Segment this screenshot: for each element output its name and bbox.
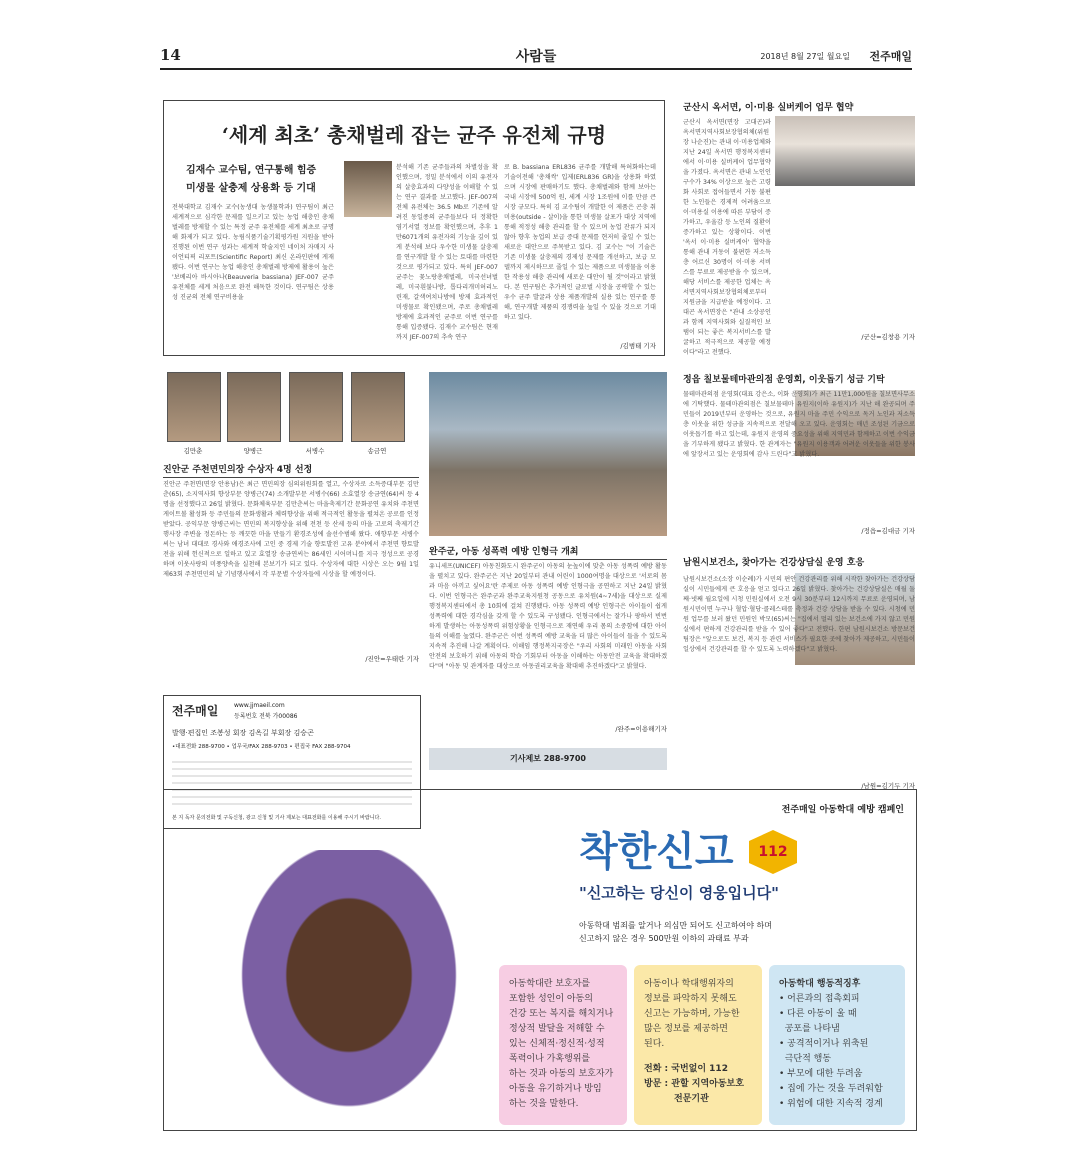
ad-box1-line: 하는 것과 아동의 보호자가 <box>509 1069 614 1079</box>
main-article-col2: 분석해 기존 균주들과의 차별성을 확인했으며, 정밀 분석에서 이의 유전자의 살충효과의 다양성을 이해할 수 있는 연구 결과를 보고했다. JEF-007의 전체 유전체는 36.5 Mb로 기존에 알려진 동일종의 균주들보다 더 정확한 염기서열 정보를 확인했으며, 추후 1만6071개의 유전자의 기능을 깊이 있게 분석해 보다 우수한 미생물 살충제를 연구개발 할 수 있는 토대를 마련한 것으로 평가되고 있다. 특히 JEF-007 균주는 꽃노랑총채벌레, 미국선녀벌레, 미국흰불나방, 톱다리개미허리노린재, 갈색여치나방에 방제 효과적인 미생물로 확인됐으며, 주로 총채벌레 방제에 효과적인 균주로 이번 연구를 통해 입증됐다. 김재수 교수팀은 현재까지 JEF-007의 추속 연구 <box>396 164 498 341</box>
jeongeup-section <box>683 372 915 540</box>
ad-woman-image <box>224 850 474 1128</box>
award-photo-1 <box>167 372 221 442</box>
masthead-web: www.jjmaeil.com <box>234 702 285 709</box>
jeongeup-body: 물테마관의점 운영회(대표 강은소, 이화 운영회)가 최근 11만1,000원을 칠보면사무소에 기탁했다. 물테마관의점은 칠보물테마 유원지(이하 유원지)가 지난 해 완공되며 주민들이 2019년부터 운영하는 것으로, 유원지 마을 주민 수익으로 독거 노인과 저소득층 이웃을 위한 성금을 지속적으로 전달해 오고 있다. 운영회는 매년 조성된 기금으로 이웃돕기를 하고 있는데, 유원지 운영의 중요성을 위해 지역민과 함께하고 이번 수익금을 기부하게 됐다고 밝혔다. 한 관계자는 "유원지 이용객과 어려운 이웃들을 위한 봉사에 앞장서고 있는 운영회에 감사 드린다"고 밝혔다. <box>683 391 915 458</box>
masthead-name: 전주매일 <box>172 704 219 718</box>
gunsan-title: 군산시 옥서면, 이·미용 실버케어 업무 협약 <box>683 103 854 113</box>
awards-credit: /진안=우태란 기자 <box>365 655 419 663</box>
page-header <box>160 46 912 70</box>
main-article-sub1: 김재수 교수팀, 연구통해 힘증 <box>186 165 317 176</box>
award-photo-2 <box>227 372 281 442</box>
awards-body: 진안군 주천면(면장 안용남)은 최근 면민의장 심의위원회를 열고, 수상자로 소득증대부문 김만춘(65), 소지역사회 향상부문 양병근(74) 소개발부문 서병수(66) 소효열장 송금연(64)씨 등 4명을 선정했다고 26일 밝혔다. 문화체육부문 김만춘씨는 마을축제기간 문화공연 유치와 주천면 게이트볼 활성화 등 주민들의 문화생활과 체력향상을 위해 적극적인 활동을 펼쳐온 공로를 인정받았다. 공익부문 양병근씨는 면민의 복지향상을 위해 전천 등 산세 등의 마을 고로의 축제기간 행사장 주변을 정돈하는 등 깨끗한 마을 만들기 환경조성에 솔선수범해 왔다. 애향부문 서병수씨는 남녀 대대로 경사와 애경조사에 고인 중 경제 기술 향토발전 고유 분야에서 주천면 향토발전을 위해 헌신적으로 일하고 있고 효열장 송금연씨는 86세인 시어머니를 지극 정성으로 공경하며 이웃사랑의 미풍양속을 실천해 본보기가 되고 있다. 수상자에 대한 시상은 오는 9월 1일 제63회 주천면민의 날 기념행사에서 각 부문별 수상자들에 시상을 할 예정이다. <box>163 481 419 578</box>
paper-name: 전주매일 <box>869 50 912 63</box>
ad-box1-line: 건강 또는 복지를 해치거나 <box>509 1009 614 1019</box>
masthead-contacts: •대표전화 288-9700 • 업무국/FAX 288-9703 • 편집국 FAX 288-9704 <box>172 744 351 750</box>
ad-box1-line: 정상적 발달을 저해할 수 <box>509 1024 605 1034</box>
ad-slogan: "신고하는 당신이 영웅입니다" <box>579 884 779 902</box>
ad-box1-line: 아동을 유기하거나 방임 <box>509 1084 602 1094</box>
ad-box3-line: • 위험에 대한 지속적 경계 <box>779 1099 883 1109</box>
page-number: 14 <box>160 46 181 64</box>
award-name-2: 양병근 <box>243 447 263 455</box>
ad-campaign-label: 전주매일 아동학대 예방 캠페인 <box>781 805 904 815</box>
ad-box3-line: • 어른과의 접촉회피 <box>779 994 860 1004</box>
wanju-section <box>429 372 667 792</box>
issue-date: 2018년 8월 27일 월요일 <box>760 52 850 61</box>
ad-box3-line: • 부모에 대한 두려움 <box>779 1069 863 1079</box>
ad-desc-1: 아동학대 범죄를 알거나 의심만 되어도 신고하여야 하며 <box>579 921 772 930</box>
campaign-ad <box>163 789 917 1131</box>
ad-box3-line: 공포를 나타냄 <box>779 1024 840 1034</box>
masthead-footer: 본 지 독자 문의전화 및 구독신청, 광고 신청 및 기사 제보는 대표전화를 이용해 주시기 바랍니다. <box>172 815 381 821</box>
ad-box2-line: 정보를 파악하지 못해도 <box>644 994 737 1004</box>
wanju-title: 완주군, 아동 성폭력 예방 인형극 개최 <box>429 544 667 560</box>
ad-box2-bold: 전화 : 국번없이 112 <box>644 1064 728 1074</box>
ad-box-reporting <box>634 965 762 1125</box>
ad-box3-line: • 집에 가는 것을 두려워함 <box>779 1084 883 1094</box>
award-photo-4 <box>351 372 405 442</box>
namwon-credit: /남원=김기두 기자 <box>861 782 915 790</box>
award-name-3: 서병수 <box>305 447 325 455</box>
puppet-show-photo <box>429 372 667 536</box>
ad-box1-line: 폭력이나 가혹행위를 <box>509 1054 591 1064</box>
ad-box3-line: • 다른 아동이 울 때 <box>779 1009 857 1019</box>
ad-box3-title: 아동학대 행동적징후 <box>779 979 861 989</box>
gunsan-body: 군산시 옥서면(면장 고대곤)과 옥서면지역사회보장협의체(위원장 나순진)는 관내 이·미용업체와 지난 24일 옥서면 행정복지센터에서 이·미용 실버케어 업무협약을 가졌다. 옥서면은 관내 노인인구수가 34% 이상으로 높은 고령화 사회로 접어들면서 거동 불편한 노인들은 경제적 어려움으로 이·미용실 이용에 따른 부담이 증가하고, 우울감 등 노인의 질환이 증가하고 있는 상황이다. 이번 '옥서 이·미용 실버케어' 협약을 통해 관내 거동이 불편한 저소득층 어르신 30명이 이·미용 서비스를 무료로 제공받을 수 있으며, 해당 서비스를 제공한 업체는 옥서면지역사회보장협의체로부터 지원금을 지급받을 예정이다. 고대곤 옥서면장은 "관내 소상공인과 함께 지역사회와 실질적인 보탬이 되는 좋은 복지서비스를 발굴하고 적극적으로 제공할 예정이다"라고 전했다. <box>683 119 771 356</box>
main-article-sub2: 미생물 살충제 상용화 등 기대 <box>186 183 316 194</box>
award-name-1: 김만춘 <box>183 447 203 455</box>
ad-logo-text: 착한신고 <box>579 829 734 875</box>
section-title: 사람들 <box>515 49 557 65</box>
wanju-credit: /완주=이용해기자 <box>615 725 667 733</box>
gunsan-credit: /군산=김창용 기자 <box>861 333 915 341</box>
ad-box-definition <box>499 965 627 1125</box>
ad-badge-number: 112 <box>758 844 788 860</box>
ad-box2-line: 신고는 가능하며, 가능한 <box>644 1009 740 1019</box>
wanju-body: 유니세프(UNICEF) 아동친화도시 완주군이 아동의 눈높이에 맞춘 아동 성폭력 예방 활동을 펼치고 있다. 완주군은 지난 20일부터 관내 어린이 1000여명을 대상으로 '서로의 몸과 마음 아끼고 싶어요'란 주제로 아동 성폭력 예방 인형극을 공연하고 지난 24일 밝혔다. 이번 인형극은 완주군과 완주교육지원청 공동으로 유치원(4~7세)을 대상으로 실제 행정복지센터에서 총 10회에 걸쳐 진행됐다. 아동 성폭력 예방 인형극은 아이들이 쉽게 성폭력에 대한 경각심을 갖게 할 수 있도록 구성됐다. 인형극에서는 잘가나 팡하서 빈번하게 발생하는 아동성폭력 위험상황을 인형극으로 재연해 우리 몸의 소중함에 대한 아이들의 이해를 높였다. 완주군은 이번 성폭력 예방 교육을 더 많은 아이들이 들을 수 있도록 지속적 추진해 나갈 계획이다. 이해임 행정복지국장은 "우리 사회의 미래인 아동을 사회안전의 보호하기 위해 아동의 학습 기회부터 아동을 이해하는 아동안전 교육을 확대하겠다"며 "아동 및 관계자를 대상으로 아동권리교육을 확대해 추진하겠다"고 밝혔다. <box>429 563 667 670</box>
ad-box2-bold: 전문기관 <box>674 1094 709 1104</box>
jeongeup-credit: /정읍=김대금 기자 <box>861 527 915 535</box>
award-name-4: 송금연 <box>367 447 387 455</box>
main-article-credit: /김범태 기자 <box>620 342 656 350</box>
masthead-people: 발행·편집인 조봉성 회장 김옥길 부회장 김승곤 <box>172 729 314 737</box>
award-photo-3 <box>289 372 343 442</box>
news-tip-bar: 기사제보 288-9700 <box>429 748 667 770</box>
ad-box1-line: 아동학대란 보호자를 <box>509 979 591 989</box>
namwon-section <box>683 555 915 795</box>
ad-box1-line: 포함한 성인이 아동의 <box>509 994 593 1004</box>
ad-box1-line: 있는 신체적·정신적·성적 <box>509 1039 605 1049</box>
awards-section <box>163 372 419 672</box>
ad-box2-line: 많은 정보를 제공하면 <box>644 1024 728 1034</box>
ad-box2-bold: 방문 : 관할 지역아동보호 <box>644 1079 744 1089</box>
main-article-col1: 전북대학교 김재수 교수(농생대 농생물학과) 연구팀이 최근 세계적으로 심각한 문제를 일으키고 있는 농업 해충인 총채벌레를 방제할 수 있는 특정 균주 유전체를 세계 최초로 규명해 화제가 되고 있다. 농림식품기술기획평가원 지원을 받아 진행된 이번 연구 성과는 세계적 학술지인 네이처 자매지 사이언티픽 리포트(Scientific Report) 최신 온라인판에 게재됐다. 이번 연구는 농업 해충인 총채벌레 방제에 활용이 높은 '보베리아 바시아나(Beauveria bassiana) JEF-007 균주 유전체를 세계 처음으로 완전 해독한 것이다. 연구팀은 상용성 진균의 전체 연구비용을 <box>172 204 334 301</box>
ad-box2-line: 된다. <box>644 1039 665 1049</box>
ad-box-signs <box>769 965 905 1125</box>
gunsan-section <box>683 100 915 356</box>
namwon-body: 남원시보건소(소장 이순례)가 시민의 편안 건강관리를 위해 시작한 찾아가는 건강상담실이 시민들에게 큰 호응을 얻고 있다고 26일 밝혔다. 찾아가는 건강상담실은 매월 둘째·넷째 월요일에 시청 민원실에서 오전 9시 30분부터 12시까지 무료로 운영되며, 남원시민이면 누구나 혈압·혈당·콜레스테롤 측정과 건강 상담을 받을 수 있다. 시청에 민원 업무를 보러 왔던 민원인 박모(65)씨는 "집에서 멀리 있는 보건소에 가지 않고 민원실에서 편하게 건강관리를 받을 수 있어 좋다"고 전했다. 한편 남원시보건소 방문보건팀장은 "앞으로도 보건, 복지 등 관련 서비스가 필요한 곳에 찾아가 제공하고, 시민들이 일상에서 건강관리를 할 수 있도록 노력하겠다"고 밝혔다. <box>683 576 915 653</box>
main-article <box>163 100 665 356</box>
ad-box1-line: 하는 것을 말한다. <box>509 1099 579 1109</box>
ad-box3-line: • 공격적이거나 위축된 <box>779 1039 869 1049</box>
ad-desc-2: 신고하지 않은 경우 500만원 이하의 과태료 부과 <box>579 934 749 943</box>
awards-title: 진안군 주천면민의장 수상자 4명 선정 <box>163 462 419 478</box>
main-article-col3: 로 B. bassiana ERL836 균주를 개발해 특허화하는데 기술이전해 '총채싹' 입제(ERL836 GR)을 상용화 하였으며 시장에 판매하기도 했다. 총채벌레와 함께 보아는 국내 시장에 500억 원, 세계 시장 1조원에 이를 만큼 큰 시장 규모다. 특히 김 교수팀이 개발한 이 제품은 곤충 취미용(outside - 살이)을 통한 미생물 살포가 대상 지역에 통해 적정성 해충 관리를 할 수 있으며 농업 잔류가 되지 않아 향후 농업의 보급 증대 문제를 현저히 줄일 수 있는 새로운 대안으로 주목받고 있다. 김 교수는 "이 기술은 기존 미생물 살충제의 경제성 문제를 개선하고, 보급 모델까지 제시하므로 줄일 수 있는 제품으로 미생물을 이용한 작용성 해충 관리에 새로운 대안이 될 것"이라고 밝혔다. 본 연구팀은 추가적인 글로벌 시장을 공략할 수 있는 우수 균주 발굴과 상용 제품개발의 실용 있는 연구를 통해, 연구개발 제품의 경쟁력을 높일 수 있을 것으로 기대하고 있다. <box>504 164 656 321</box>
jeongeup-title: 정읍 칠보물테마관의점 운영회, 이웃돕기 성금 기탁 <box>683 375 885 385</box>
masthead-reg: 등록번호 전북 가00086 <box>234 713 298 720</box>
namwon-title: 남원시보건소, 찾아가는 건강상담실 운영 호응 <box>683 558 865 568</box>
main-article-title: ‘세계 최초’ 총채벌레 잡는 균주 유전체 규명 <box>221 123 607 147</box>
ad-box2-line: 아동이나 학대행위자의 <box>644 979 734 989</box>
ad-box3-line: 극단적 행동 <box>779 1054 832 1064</box>
